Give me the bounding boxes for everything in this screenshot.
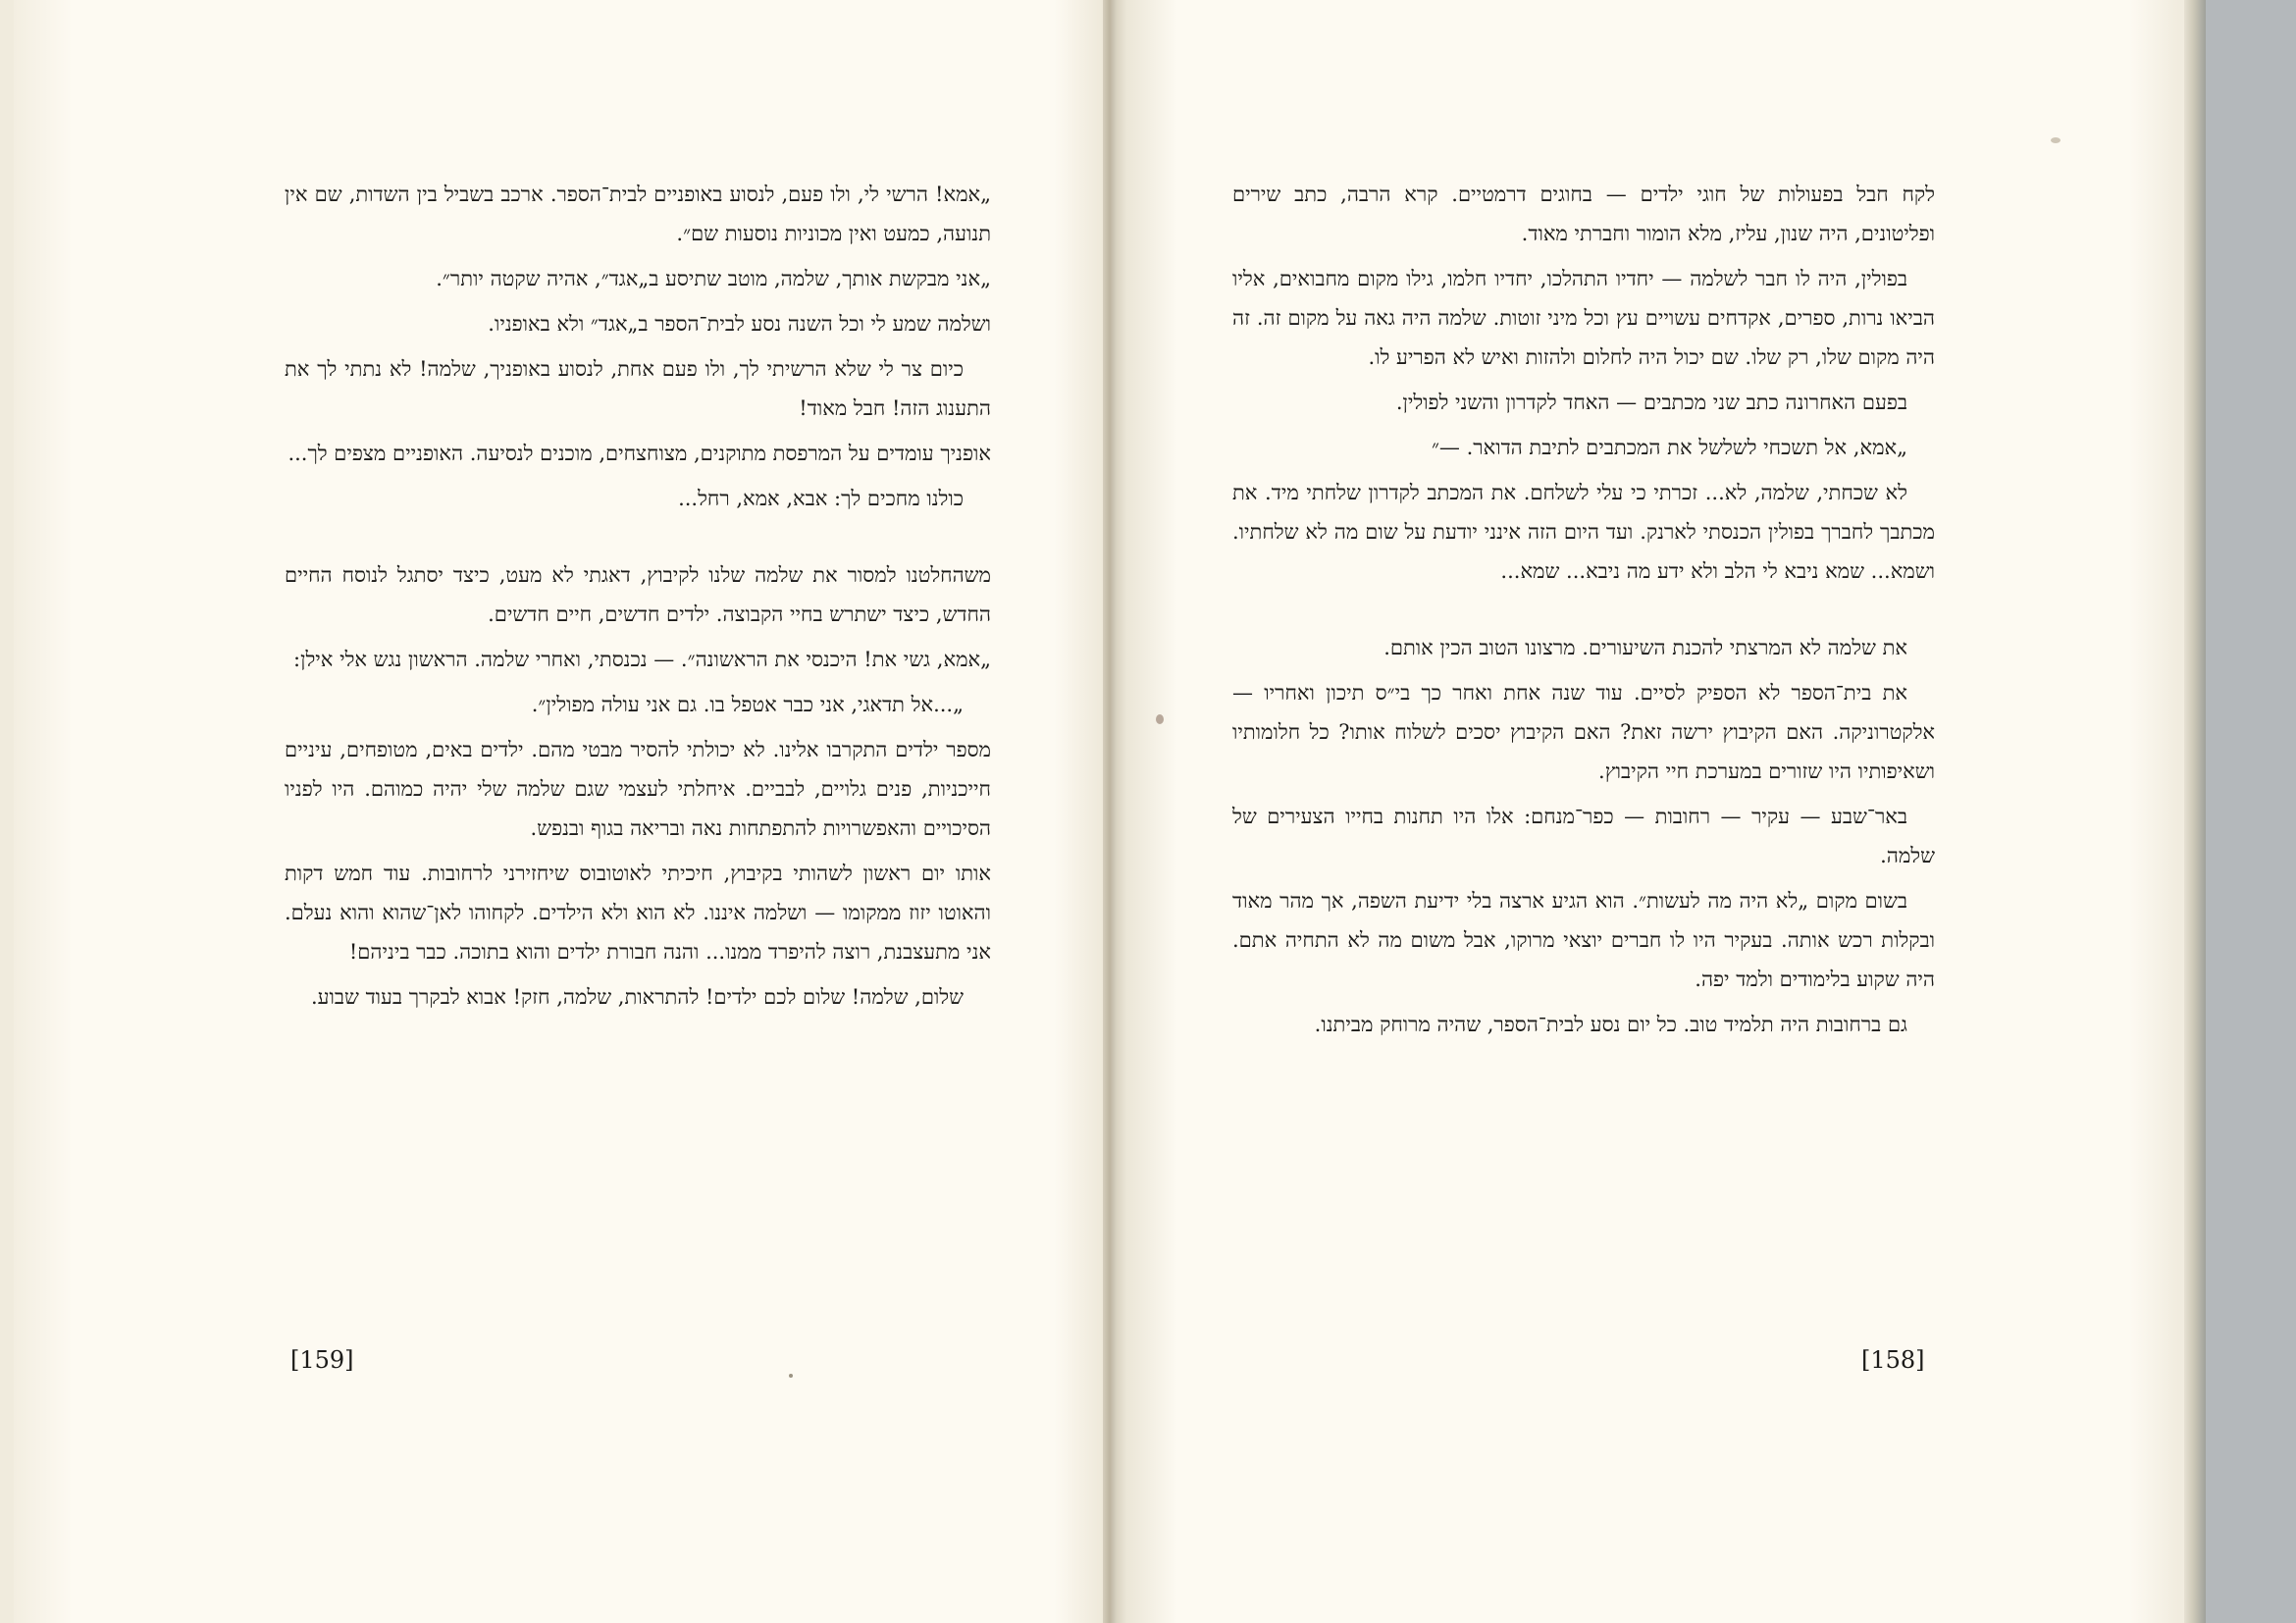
page-number-right: [158] bbox=[1861, 1346, 1925, 1374]
paragraph: לקח חבל בפעולות של חוגי ילדים — בחוגים דרמטיים. קרא הרבה, כתב שירים ופליטונים, היה שנון, עליז, מלא הומור וחברתי מאוד. bbox=[1232, 183, 1935, 245]
page-speck bbox=[1156, 714, 1164, 724]
paragraph: אופניך עומדים על המרפסת מתוקנים, מצוחצחים, מוכנים לנסיעה. האופניים מצפים לך... bbox=[287, 442, 991, 465]
paragraph: באר־שבע — עקיר — רחובות — כפר־מנחם: אלו היו תחנות בחייו הצעירים של שלמה. bbox=[1232, 805, 1935, 867]
paragraph: „אמא! הרשי לי, ולו פעם, לנסוע באופניים לבית־הספר. ארכב בשביל בין השדות, שם אין תנועה, כמעט ואין מכוניות נוסעות שם״. bbox=[285, 183, 991, 245]
paragraph: את שלמה לא המרצתי להכנת השיעורים. מרצונו הטוב הכין אותם. bbox=[1383, 636, 1907, 659]
paragraph: בפולין, היה לו חבר לשלמה — יחדיו התהלכו, יחדיו חלמו, גילו מקום מחבואים, אליו הביאו נרות, ספרים, אקדחים עשויים עץ וכל מיני זוטות. שלמה היה גאה על מקום זה. זה היה מקום שלו, רק שלו. שם יכול היה לחלום ולהזות ואיש לא הפריע לו. bbox=[1232, 267, 1935, 369]
paragraph: „אמא, גשי את! היכנסי את הראשונה״. — נכנסתי, ואחרי שלמה. הראשון נגש אלי אילן: bbox=[293, 648, 991, 671]
page-number-left: [159] bbox=[290, 1346, 354, 1374]
paragraph: בשום מקום „לא היה מה לעשות״. הוא הגיע ארצה בלי ידיעת השפה, אך מהר מאוד ובקלות רכש אותה. בעקיר היו לו חברים יוצאי מרוקו, אבל משום מה לא התחיה אתם. היה שקוע בלימודים ולמד יפה. bbox=[1232, 889, 1935, 991]
paragraph: לא שכחתי, שלמה, לא... זכרתי כי עלי לשלחם. את המכתב לקדרון שלחתי מיד. את מכתבך לחברך בפולין הכנסתי לארנק. ועד היום הזה אינני יודעת על שום מה לא שלחתיו. ושמא... שמא ניבא לי הלב ולא ידע מה ניבא... שמא... bbox=[1232, 481, 1935, 583]
paragraph: אותו יום ראשון לשהותי בקיבוץ, חיכיתי לאוטובוס שיחזירני לרחובות. עוד חמש דקות והאוטו יזוז ממקומו — ושלמה איננו. לא הוא ולא הילדים. לקחוהו לאן־שהוא והוא נעלם. אני מתעצבנת, רוצה להיפרד ממנו... והנה חבורת ילדים והוא בתוכה. כבר ביניהם! bbox=[285, 862, 991, 964]
paragraph: „אני מבקשת אותך, שלמה, מוטב שתיסע ב„אגד״, אהיה שקטה יותר״. bbox=[436, 267, 991, 290]
paragraph: משהחלטנו למסור את שלמה שלנו לקיבוץ, דאגתי לא מעט, כיצד יסתגל לנוסח החיים החדש, כיצד ישתרש בחיי הקבוצה. ילדים חדשים, חיים חדשים. bbox=[285, 563, 991, 626]
paragraph: את בית־הספר לא הספיק לסיים. עוד שנה אחת ואחר כך בי״ס תיכון ואחריו — אלקטרוניקה. האם הקיבוץ ירשה זאת? האם הקיבוץ יסכים לשלוח אותו? כל חלומותיו ושאיפותיו היו שזורים במערכת חיי הקיבוץ. bbox=[1232, 681, 1935, 783]
page-edges bbox=[2184, 0, 2206, 1623]
book-gutter bbox=[1103, 0, 1117, 1623]
paragraph: שלום, שלמה! שלום לכם ילדים! להתראות, שלמה, חזק! אבוא לבקרך בעוד שבוע. bbox=[310, 985, 964, 1009]
paragraph: „...אל תדאגי, אני כבר אטפל בו. גם אני עולה מפולין״. bbox=[531, 693, 964, 716]
left-page-text bbox=[285, 175, 991, 1022]
paragraph: גם ברחובות היה תלמיד טוב. כל יום נסע לבית־הספר, שהיה מרוחק מביתנו. bbox=[1314, 1013, 1907, 1036]
paragraph: בפעם האחרונה כתב שני מכתבים — האחד לקדרון והשני לפולין. bbox=[1395, 391, 1907, 414]
paragraph: ושלמה שמע לי וכל השנה נסע לבית־הספר ב„אגד״ ולא באופניו. bbox=[488, 312, 991, 336]
paragraph: „אמא, אל תשכחי לשלשל את המכתבים לתיבת הדואר. —״ bbox=[1431, 436, 1907, 459]
right-page-text bbox=[1232, 175, 1935, 1050]
page-speck bbox=[2051, 137, 2061, 143]
paragraph: מספר ילדים התקרבו אלינו. לא יכולתי להסיר מבטי מהם. ילדים באים, מטופחים, עיניים חייכניות, פנים גלויים, לבביים. איחלתי לעצמי שגם שלמה שלי יהיה כמוהם. היו לפניו הסיכויים והאפשרויות להתפתחות נאה ובריאה בגוף ובנפש. bbox=[285, 738, 991, 840]
scanner-background bbox=[2206, 0, 2296, 1623]
paragraph: כולנו מחכים לך: אבא, אמא, רחל... bbox=[678, 487, 964, 510]
paragraph: כיום צר לי שלא הרשיתי לך, ולו פעם אחת, לנסוע באופניך, שלמה! לא נתתי לך את התענוג הזה! חבל מאוד! bbox=[285, 357, 991, 420]
page-speck bbox=[789, 1374, 793, 1378]
